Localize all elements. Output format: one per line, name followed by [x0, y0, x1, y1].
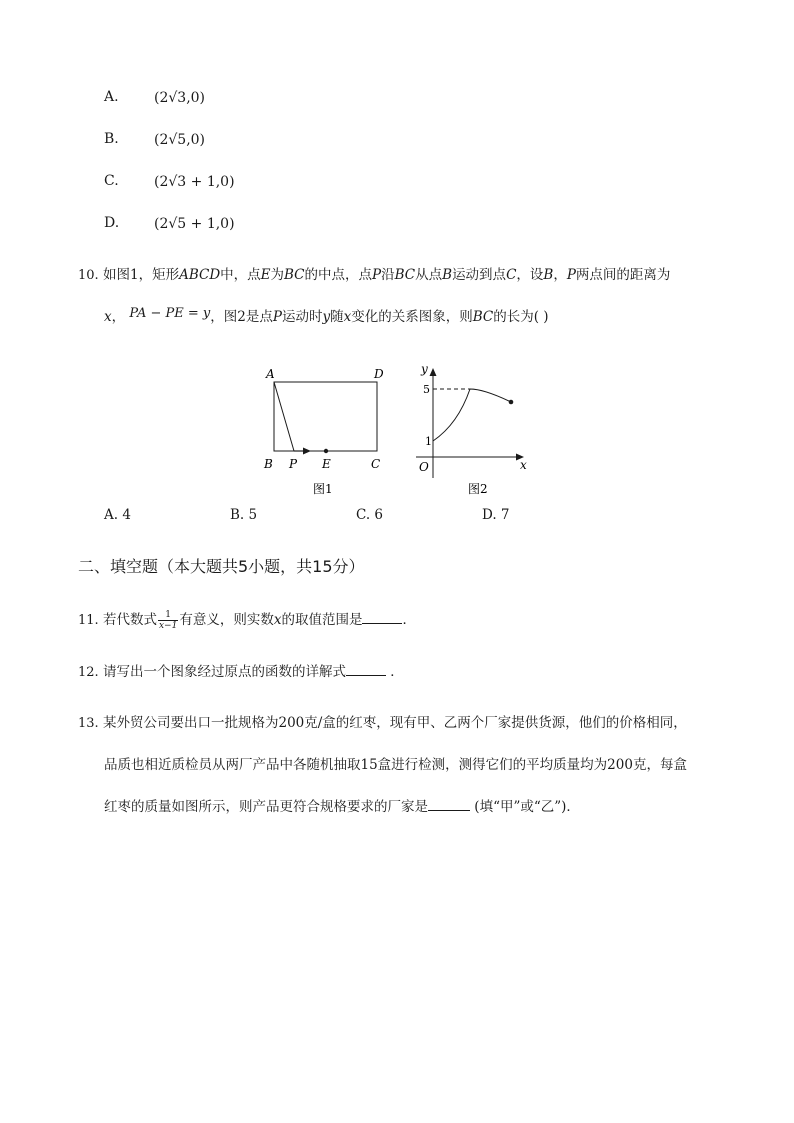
- q10-number: 10.: [78, 268, 99, 283]
- q10-text: 为: [270, 267, 285, 283]
- q12-number: 12.: [78, 665, 99, 680]
- q10-b: B: [543, 267, 554, 283]
- q10-p: P: [566, 267, 576, 283]
- q10-bc: BC: [472, 309, 494, 325]
- q10-text: 两点间的距离为: [575, 267, 671, 283]
- q10-text: 随: [330, 309, 344, 325]
- q9-option-c-value: (2√3 + 1,0): [154, 174, 235, 190]
- q9-option-d-value: (2√5 + 1,0): [154, 216, 235, 232]
- label-b: B: [264, 457, 273, 471]
- segment-ap: [274, 382, 294, 451]
- q10-option-c: C. 6: [356, 507, 384, 523]
- q11-text: ．: [402, 612, 416, 628]
- q10-option-d: D. 7: [482, 507, 510, 523]
- curve: [433, 389, 511, 441]
- q13-text: 某外贸公司要出口一批规格为200克/盒的红枣，现有甲、乙两个厂家提供货源，他们的价格相同，: [102, 715, 687, 731]
- q10-option-b: B. 5: [230, 507, 258, 523]
- q9-option-a-letter: A.: [104, 89, 119, 105]
- answer-blank: [362, 611, 402, 624]
- q13-text: 红枣的质量如图所示，则产品更符合规格要求的厂家是: [104, 799, 428, 815]
- motion-arrow-head: [303, 448, 311, 455]
- tick-label-5: 5: [423, 383, 430, 396]
- q13-number: 13.: [78, 716, 99, 731]
- q10-text: ，设: [516, 267, 544, 283]
- q10-b: B: [442, 267, 453, 283]
- q10-text: 变化的关系图象，则: [351, 309, 473, 325]
- q9-option-c-letter: C.: [104, 173, 119, 189]
- q10-text: 如图1，矩形: [102, 267, 180, 283]
- q12-text: ．: [390, 664, 404, 680]
- point-e-dot: [324, 449, 328, 453]
- q9-option-a-value: (2√3,0): [154, 90, 206, 106]
- answer-blank: [346, 663, 386, 676]
- q10-text: ，图2是点: [210, 309, 273, 325]
- answer-blank: [428, 798, 470, 811]
- q10-bc: BC: [284, 267, 305, 283]
- q10-text: 的中点，点: [304, 267, 373, 283]
- label-e: E: [322, 457, 331, 471]
- q10-text: 的长为( ): [493, 309, 549, 325]
- q10-option-a: A. 4: [104, 507, 131, 523]
- q11-text: 的取值范围是: [281, 612, 363, 628]
- q12-line: [78, 660, 404, 680]
- q10-c: C: [506, 267, 517, 283]
- q10-x: x: [104, 309, 112, 325]
- label-p: P: [289, 457, 298, 471]
- q9-option-b-value: (2√5,0): [154, 132, 206, 148]
- q9-option-b-letter: B.: [104, 131, 119, 147]
- label-x-axis: x: [520, 458, 527, 472]
- q10-line2: [104, 305, 549, 325]
- q10-y: y: [322, 309, 331, 325]
- q10-text: 运动时: [281, 309, 323, 325]
- q10-p: P: [272, 309, 282, 325]
- q12-text: 请写出一个图象经过原点的函数的详解式: [102, 664, 346, 680]
- figure-1-caption: 图1: [313, 482, 333, 496]
- figure-1-rectangle: [255, 362, 395, 502]
- q10-text: 中，点: [220, 267, 261, 283]
- q10-text: 运动到点: [452, 267, 507, 283]
- label-d: D: [374, 367, 384, 381]
- fraction-numerator: 1: [158, 610, 178, 621]
- tick-label-1: 1: [425, 435, 432, 448]
- y-axis-arrow: [430, 368, 437, 376]
- q11-line: [78, 608, 416, 631]
- q10-text: 沿: [381, 267, 395, 283]
- q11-fraction: [158, 610, 178, 631]
- q10-p: P: [372, 267, 382, 283]
- label-c: C: [371, 457, 381, 471]
- q11-text: 若代数式: [102, 612, 157, 628]
- fraction-denominator: x−1: [158, 621, 178, 631]
- label-y-axis: y: [421, 362, 428, 376]
- q11-text: 有意义，则实数: [179, 612, 274, 628]
- figure-2-graph: [410, 362, 535, 502]
- q13-line1: [78, 711, 687, 731]
- q10-text: ，: [553, 267, 567, 283]
- q10-bc: BC: [394, 267, 416, 283]
- q10-line1: [78, 263, 670, 283]
- rectangle-abcd: [274, 382, 377, 451]
- q13-text: (填“甲”或“乙”)．: [474, 799, 580, 815]
- q10-text: 从点: [415, 267, 443, 283]
- label-a: A: [266, 367, 275, 381]
- section-heading: 二、填空题（本大题共5小题，共15分）: [78, 557, 365, 576]
- label-origin: O: [419, 460, 429, 474]
- curve-end-dot: [509, 400, 514, 405]
- q10-formula: PA − PE = y: [129, 306, 211, 321]
- q9-option-d-letter: D.: [104, 215, 120, 231]
- q10-e: E: [260, 267, 271, 283]
- q11-x: x: [273, 612, 282, 628]
- q10-abcd: ABCD: [179, 267, 221, 283]
- q13-line3: [104, 795, 580, 815]
- q10-x: x: [343, 309, 352, 325]
- q10-text: ，: [111, 309, 126, 325]
- q13-line2: 品质也相近质检员从两厂产品中各随机抽取15盒进行检测，测得它们的平均质量均为200克，每盒: [104, 757, 687, 773]
- q11-number: 11.: [78, 613, 99, 628]
- figure-2-caption: 图2: [468, 482, 488, 496]
